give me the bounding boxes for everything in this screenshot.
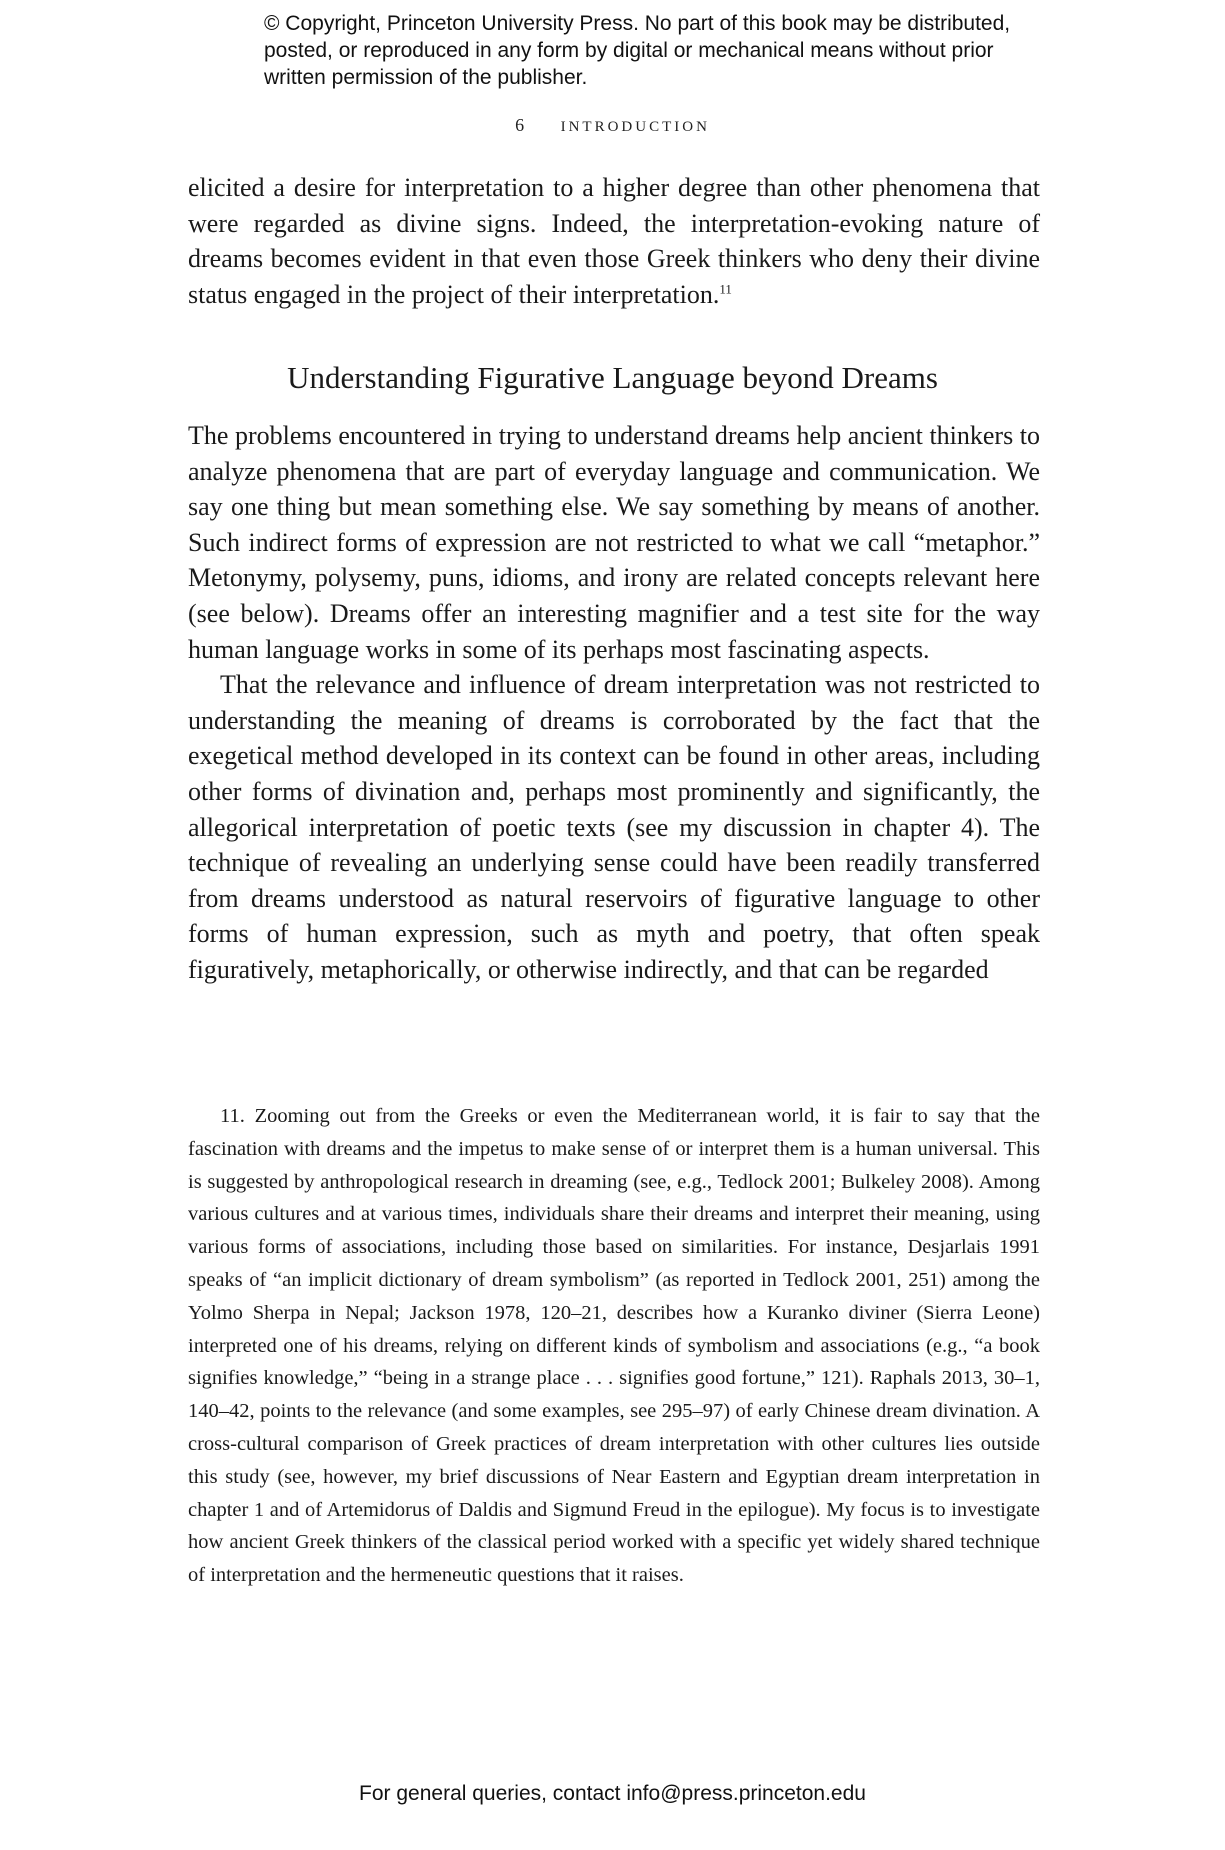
section-heading: Understanding Figurative Language beyond Dreams [287,360,938,395]
paragraph-3: That the relevance and influence of dream interpretation was not restricted to understanding the meaning of dreams is corroborated by the fact that the exegetical method developed in its context can be found in other areas, including other forms of divination and, perhaps most prominently and significantly, the allegorical interpretation of poetic texts (see my discussion in chapter 4). The technique of revealing an underlying sense could have been readily transferred from dreams understood as natural reservoirs of figurative language to other forms of human expression, such as myth and poetry, that often speak figuratively, metaphorically, or otherwise indirectly, and that can be regarded [188,670,1040,984]
running-head-title: introduction [560,112,710,136]
contact-line: For general queries, contact info@press.princeton.edu [359,1782,866,1805]
running-head [0,112,1225,137]
footnote-11: 11. Zooming out from the Greeks or even the Mediterranean world, it is fair to say that the fascination with dreams and the impetus to make sense of or interpret them is a human universal. This is suggested by anthropological research in dreaming (see, e.g., Tedlock 2001; Bulkeley 2008). Among various cultures and at various times, individuals share their dreams and interpret their meaning, using various forms of associations, including those based on similarities. For instance, Desjarlais 1991 speaks of “an implicit dictionary of dream symbolism” (as reported in Tedlock 2001, 251) among the Yolmo Sherpa in Nepal; Jackson 1978, 120–21, describes how a Kuranko diviner (Sierra Leone) interpreted one of his dreams, relying on different kinds of symbolism and associations (e.g., “a book signifies knowledge,” “being in a strange place . . . signifies good fortune,” 121). Raphals 2013, 30–1, 140–42, points to the relevance (and some examples, see 295–97) of early Chinese dream divination. A cross-cultural comparison of Greek practices of dream interpretation with other cultures lies outside this study (see, however, my brief discussions of Near Eastern and Egyptian dream interpretation in chapter 1 and of Artemidorus of Daldis and Sigmund Freud in the epilogue). My focus is to investigate how ancient Greek thinkers of the classical period worked with a specific yet widely shared technique of interpretation and the hermeneutic questions that it raises. [188,1105,1040,1587]
copyright-notice: © Copyright, Princeton University Press. No part of this book may be distributed, posted, or reproduced in any form by digital or mechanical means without prior written permission of the publisher. [264,12,1011,89]
footnote-reference[interactable]: 11 [719,281,732,297]
paragraph-2: The problems encountered in trying to understand dreams help ancient thinkers to analyze phenomena that are part of everyday language and communication. We say one thing but mean something else. We say something by means of another. Such indirect forms of expression are not restricted to what we call “metaphor.” Metonymy, polysemy, puns, idioms, and irony are related concepts relevant here (see below). Dreams offer an interesting magnifier and a test site for the way human language works in some of its perhaps most fascinating aspects. [188,421,1040,664]
body-paragraph-continued [188,170,1040,312]
paragraph-1-text: elicited a desire for interpretation to a higher degree than other phenomena that were regarded as divine signs. Indeed, the interpretation-evoking nature of dreams becomes evident in that even those Greek thinkers who deny their divine status engaged in the project of their interpretation. [188,173,1040,309]
page-number: 6 [515,115,528,135]
section-body [188,418,1040,988]
